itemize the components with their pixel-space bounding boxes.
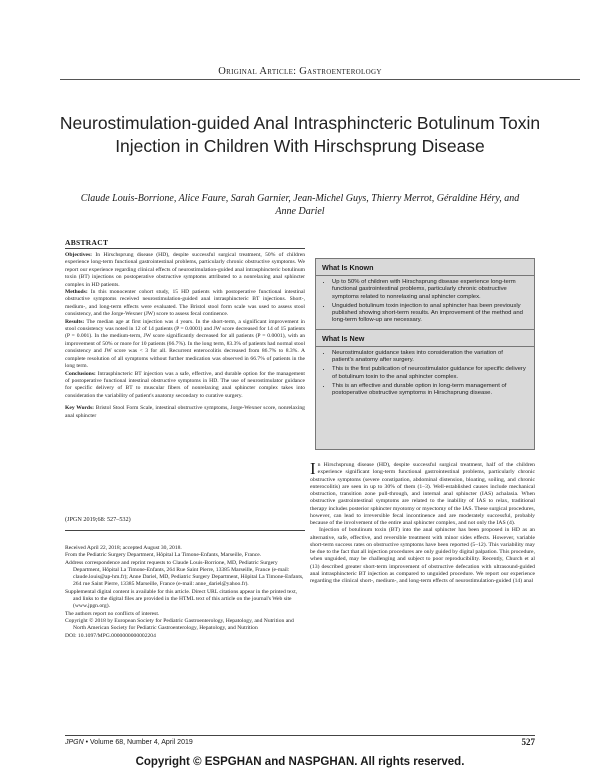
issue-info: • Volume 68, Number 4, April 2019: [85, 739, 193, 746]
new-item: • This is an effective and durable option in long-term management of postoperative obstructive symptoms in Hirschsprung disease.: [332, 383, 526, 398]
footnotes: [65, 545, 305, 640]
footer-divider: [65, 735, 535, 736]
author-list: Claude Louis-Borrione, Alice Faure, Sarah Garnier, Jean-Michel Guys, Thierry Merrot, Géraldine Héry, and Anne Dariel: [80, 193, 520, 217]
abstract-body: [65, 252, 305, 420]
results-label: Results:: [65, 318, 85, 325]
received-note: Received April 22, 2018; accepted August 30, 2018.: [65, 545, 182, 551]
body-paragraph-text: n Hirschsprung disease (HD), despite successful surgical treatment, half of the children experience significant long-term functional gastrointestinal problems, particularly chronic obstructive symptoms (severe constipation, abdominal distension, bloating, soiling, and chronic enterocolitis) are seen in up to 30% of them (1–3). Well-established causes include mechanical obstruction, transition zone pull-through, and internal anal sphincter (IAS) achalasia. When obstructive gastrointestinal symptoms are related to the inability of IAS to relax, traditional therapy includes posterior sphincter myotomy or myectomy of the IAS. These surgical procedures, however, can lead to irreversible fecal incontinence and are moderately successful, probably because of the involvement of the entire anal sphincter complex, and not only the IAS (4).: [310, 462, 535, 526]
keywords-text: Bristol Stool Form Scale, intestinal obstructive symptoms, Jorge-Wexner score, nonrelaxing anal sphincter: [65, 405, 305, 419]
article-body: [310, 459, 535, 585]
known-item: • Unguided botulinum toxin injection to anal sphincter has been previously published showing short-term results. An improvement of the method and long-term follow-up are necessary.: [332, 303, 526, 325]
abstract-end-divider: [65, 530, 305, 531]
abstract-methods: [65, 289, 305, 319]
page-number: 527: [521, 737, 535, 747]
box-divider: [316, 346, 534, 347]
abstract-results: [65, 319, 305, 371]
what-is-known-list: [316, 279, 534, 329]
new-item: • This is the first publication of neurostimulator guidance for specific delivery of botulinum toxin to the anal sphincter complex.: [332, 366, 526, 381]
correspondence-note: Address correspondence and reprint requests to Claude Louis-Borrione, MD, Pediatric Surgery Department, Hôpital La Timone-Enfants, 264 Rue Saint Pierre, 13385 Marseille, France (e-mail: claude.louis@ap-hm.fr); Anne Dariel, MD, Pediatric Surgery Department, Hôpital La Timone-Enfants, 264 rue Saint Pierre, 13385 Marseille, France (e-mail: anne_dariel@yahoo.fr).: [65, 559, 304, 588]
box-divider: [316, 329, 534, 330]
abstract-divider: [65, 248, 305, 249]
methods-text: In this monocenter cohort study, 15 HD patients with postoperative functional intestinal obstructive symptoms received neurostimulation-guided anal intrasphincteric BT injections. Short-, medium-, and long-term effects were evaluated. The Bristol stool form scale was used to assess stool consistency, and the Jorge-Wexner (JW) score to assess fecal continence.: [65, 289, 305, 318]
what-is-known-heading: What Is Known: [322, 263, 374, 272]
what-is-new-list: [316, 350, 534, 402]
copyright-banner: Copyright © ESPGHAN and NASPGHAN. All rights reserved.: [135, 756, 465, 768]
body-paragraph: Injection of botulinum toxin (BT) into the anal sphincter has been proposed in HD as an alternative, safe, effective, and reversible treatment with minor sides effects. However, variable short-term success rates on obstructive symptoms have been reported (5–12). This variability may be due to the fact that all injection procedures are only guided by digital palpation. This procedure, when unguided, may be challenging and subject to poor reproducibility. Recently, Church et al (13) described greater short-term improvement of obstructive defecation with ultrasound-guided anal intrasphincteric BT injection as compared to unguided procedure. We report our experience regarding the clinical short-, medium-, and long-term effects of neurostimulation-guided (14) anal: [310, 527, 535, 584]
journal-name: JPGN: [65, 739, 84, 746]
conflicts-note: The authors report no conflicts of interest.: [65, 610, 160, 617]
keywords-label: Key Words:: [65, 405, 94, 412]
supplemental-note: Supplemental digital content is available for this article. Direct URL citations appear in the printed text, and links to the digital files are provided in the HTML text of this article on the journal's Web site (www.jpgn.org).: [65, 588, 298, 610]
methods-label: Methods:: [65, 289, 88, 296]
drop-cap: I: [310, 459, 316, 478]
section-label: Original Article: Gastroenterology: [218, 66, 382, 77]
doi-note: DOI: 10.1097/MPG.0000000000002204: [65, 632, 156, 639]
affiliation-note: From the Pediatric Surgery Department, Hôpital La Timone-Enfants, Marseille, France.: [65, 552, 262, 559]
journal-citation: (JPGN 2019;68: 527–532): [65, 516, 131, 523]
body-paragraph: [310, 459, 535, 527]
box-divider: [316, 275, 534, 276]
article-title: Neurostimulation-guided Anal Intrasphincteric Botulinum Toxin Injection in Children With Hirschsprung Disease: [59, 113, 541, 156]
copyright-note: Copyright © 2018 by European Society for Pediatric Gastroenterology, Hepatology, and Nutrition and North American Society for Pediatric Gastroenterology, Hepatology, and Nutrition: [65, 617, 294, 632]
new-item: • Neurostimulator guidance takes into consideration the variation of patient's anatomy after surgery.: [332, 350, 526, 365]
abstract-conclusions: [65, 371, 305, 401]
results-text: The median age at first injection was 4 years. In the short-term, a significant improvement in stool consistency was noted in 12 of 14 patients (P = 0.0001) and JW score decreased for 14 of 15 patients (P = 0.001). In the medium-term, JW score significantly decreased for all patients (P = 0.0001), with an improvement of 50% or more for 10 patients (66.7%). In the long term, 83.3% of patients had normal stool consistency and JW score was < 3 for all. Recurrent enterocolitis decreased from 86.7% to 8.3%. A complete resolution of all symptoms without further medication was observed in 66.7% of patients in the long term.: [65, 318, 305, 370]
abstract-keywords: [65, 405, 305, 420]
what-is-new-heading: What Is New: [322, 333, 365, 343]
abstract-objectives: [65, 252, 305, 289]
objectives-label: Objectives:: [65, 252, 93, 258]
conclusions-text: Intrasphincteric BT injection was a safe, effective, and durable option for the management of postoperative functional intestinal obstructive symptoms in HD. The use of neurostimulator guidance for specific delivery of BT to muscular fibers of nonrelaxing anal sphincter complex takes into consideration the variability of patient's anatomy secondary to curative surgery.: [65, 370, 305, 399]
objectives-text: In Hirschsprung disease (HD), despite successful surgical treatment, 50% of children experience long-term functional gastrointestinal problems, particularly chronic obstructive symptoms. We report our experience regarding clinical effects of neurostimulation-guided anal intrasphincteric botulinum toxin (BT) injections on postoperative obstructive symptoms attributed to a nonrelaxing anal sphincter complex in HD patients.: [65, 252, 305, 288]
footer-journal-info: [65, 739, 193, 746]
section-divider: [60, 79, 580, 80]
abstract-heading: ABSTRACT: [65, 238, 109, 247]
key-points-box: [315, 258, 535, 450]
conclusions-label: Conclusions:: [65, 370, 96, 377]
known-item: • Up to 50% of children with Hirschsprung disease experience long-term functional gastrointestinal problems, particularly chronic obstructive symptoms related to nonrelaxing anal sphincter complex.: [332, 279, 526, 301]
